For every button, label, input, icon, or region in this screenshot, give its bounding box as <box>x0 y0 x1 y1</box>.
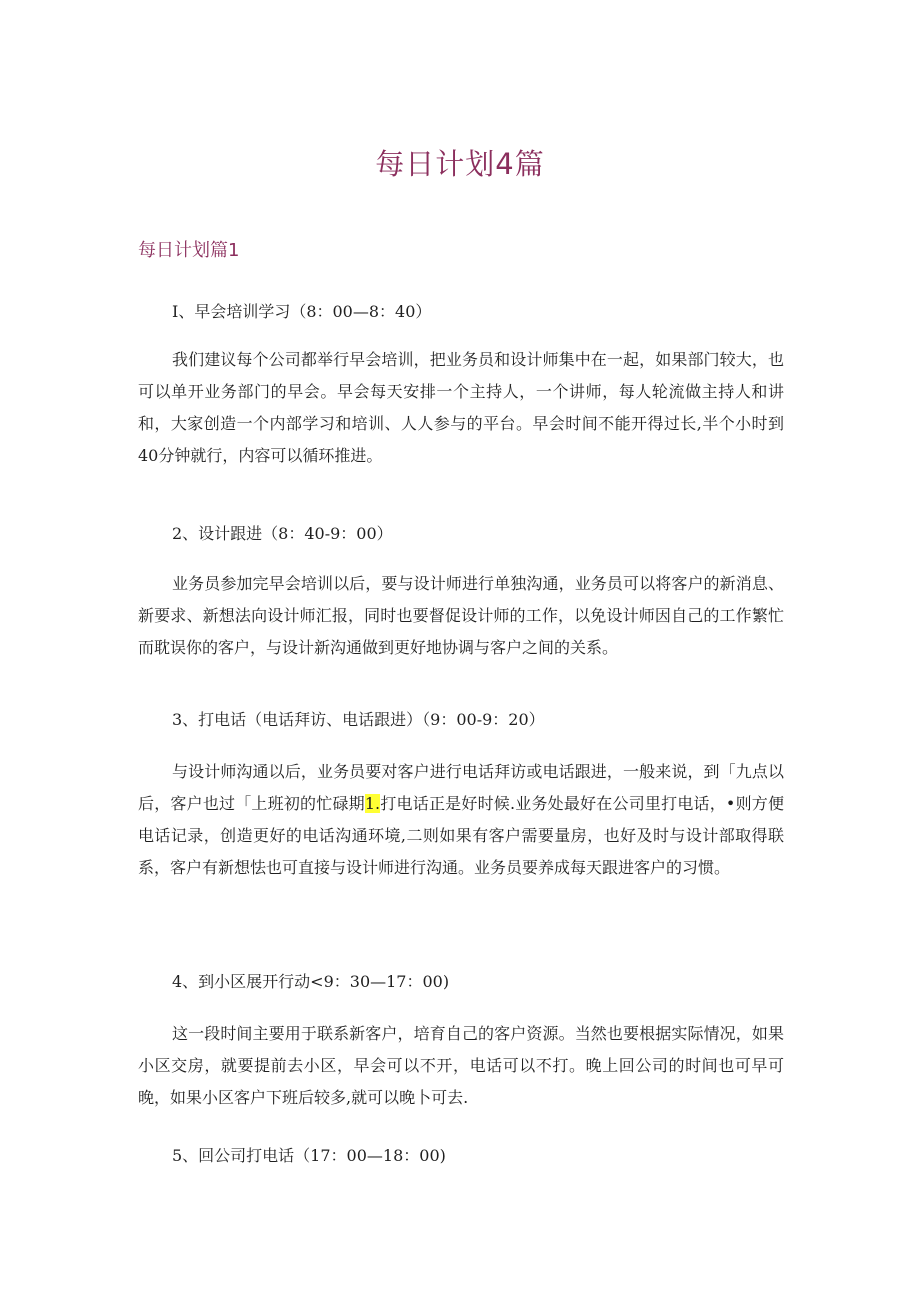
paragraph-4: 这一段时间主要用于联系新客户，培育自己的客户资源。当然也要根据实际情况，如果小区交房，就要提前去小区，早会可以不开，电话可以不打。晚上回公司的时间也可早可晚，如果小区客户下班后较多,就可以晚卜可去. <box>138 1024 784 1107</box>
item-heading-2: 2、设计跟进（8：40-9：00） <box>172 524 393 543</box>
paragraph-3-before: 与设计师沟通以后，业务员要对客户进行电话拜访或电话跟进，一般来说，到「九点以后，客户也过「上班初的忙碌期 <box>138 762 784 813</box>
document-title: 每日计划4篇 <box>375 147 545 181</box>
item-heading-3: 3、打电话（电话拜访、电话跟进）（9：00-9：20） <box>172 710 545 729</box>
paragraph-2: 业务员参加完早会培训以后，要与设计师进行单独沟通，业务员可以将客户的新消息、新要求、新想法向设计师汇报，同时也要督促设计师的工作，以免设计师因自己的工作繁忙而耽误你的客户，与设计新沟通做到更好地协调与客户之间的关系。 <box>138 574 784 657</box>
item-heading-4: 4、到小区展开行动<9：30—17：00) <box>172 972 450 991</box>
paragraph-3-after: 打电话正是好时候.业务处最好在公司里打电话，•则方便电话记录，创造更好的电话沟通环境,二则如果有客户需要量房，也好及时与设计部取得联系，客户有新想怯也可直接与设计师进行沟通。业务员要养成每天跟进客户的习惯。 <box>138 794 784 877</box>
section-title: 每日计划篇1 <box>138 240 240 261</box>
item-heading-1: I、早会培训学习（8：00—8：40） <box>172 302 432 321</box>
item-heading-5: 5、回公司打电话（17：00—18：00) <box>172 1146 446 1165</box>
paragraph-1: 我们建议每个公司都举行早会培训，把业务员和设计师集中在一起，如果部门较大，也可以单开业务部门的早会。早会每天安排一个主持人，一个讲师，每人轮流做主持人和讲和，大家创造一个内部学习和培训、人人参与的平台。早会时间不能开得过长,半个小时到40分钟就行，内容可以循环推进。 <box>138 350 784 465</box>
paragraph-3 <box>138 756 784 884</box>
highlighted-text: 1. <box>364 794 381 813</box>
